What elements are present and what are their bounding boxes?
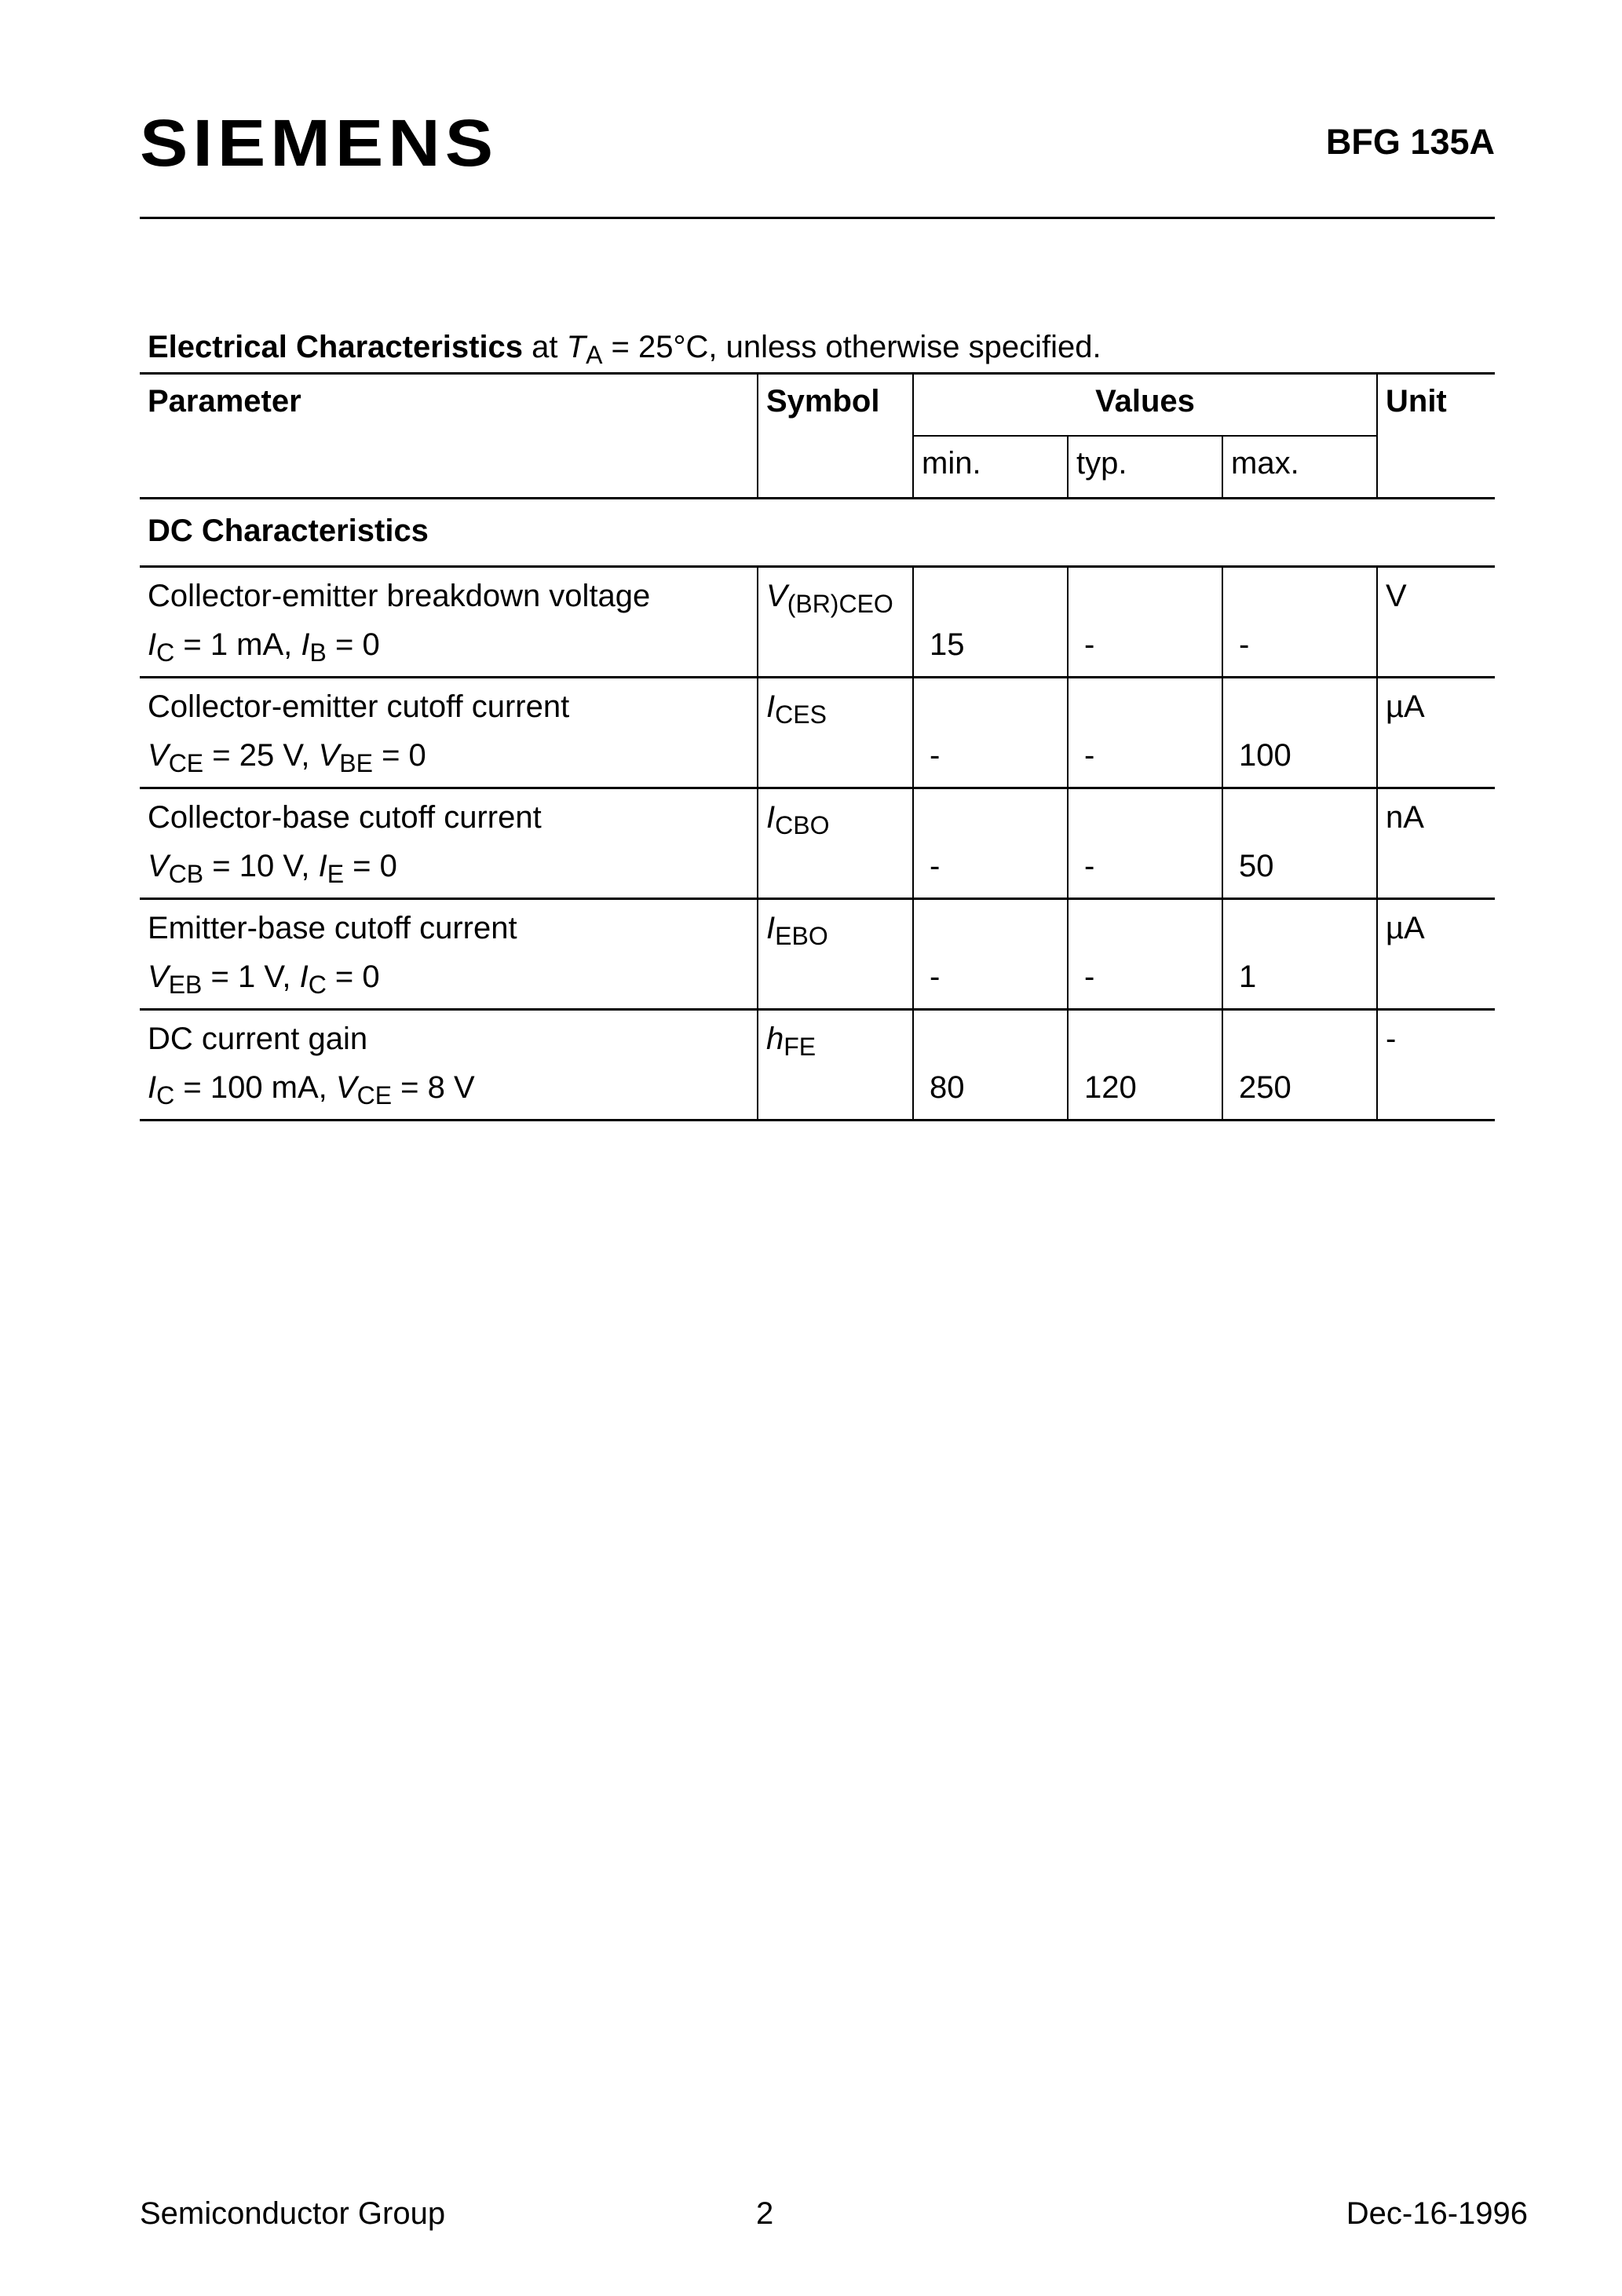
unit: µA	[1377, 899, 1495, 957]
symbol-subscript: (BR)CEO	[787, 590, 893, 618]
condition2-var: I	[299, 960, 309, 994]
value-min: -	[913, 846, 1068, 899]
subheader-blank-unit	[1377, 436, 1495, 499]
symbol	[758, 1010, 913, 1068]
symbol	[758, 678, 913, 736]
condition2-sub: CE	[356, 1081, 393, 1110]
unit: nA	[1377, 788, 1495, 846]
symbol-blank	[758, 846, 913, 899]
typ-blank	[1068, 788, 1222, 846]
unit-blank	[1377, 624, 1495, 678]
condition2-sub: C	[308, 971, 327, 999]
value-max: -	[1222, 624, 1377, 678]
condition1-var: I	[148, 627, 157, 662]
section-row	[140, 499, 1495, 567]
table-row	[140, 678, 1495, 736]
table-row-conditions	[140, 1067, 1495, 1121]
table-row	[140, 567, 1495, 625]
symbol-main: I	[766, 800, 776, 835]
symbol-subscript: CBO	[775, 811, 830, 839]
min-blank	[913, 1010, 1068, 1068]
condition1-sub: CB	[168, 860, 204, 888]
value-typ: 120	[1068, 1067, 1222, 1121]
parameter-name: Collector-emitter breakdown voltage	[148, 579, 651, 613]
symbol	[758, 567, 913, 625]
condition2-value: = 0	[326, 627, 380, 662]
symbol-main: I	[766, 689, 776, 724]
subheader-blank-param	[140, 436, 758, 499]
table-caption	[148, 328, 1101, 369]
siemens-logo: SIEMENS	[140, 106, 499, 181]
footer-page-number: 2	[756, 2196, 774, 2231]
value-max: 1	[1222, 956, 1377, 1010]
condition2-value: = 0	[372, 738, 426, 773]
condition2-var: I	[301, 627, 310, 662]
max-blank	[1222, 899, 1377, 957]
parameter-name: Collector-base cutoff current	[148, 800, 542, 835]
table-row	[140, 899, 1495, 957]
value-max: 250	[1222, 1067, 1377, 1121]
condition2-var: I	[318, 849, 327, 883]
caption-temp-sub: A	[586, 341, 603, 369]
table-row-conditions	[140, 956, 1495, 1010]
test-condition	[140, 735, 758, 788]
condition2-sub: E	[327, 860, 345, 888]
condition1-sub: C	[156, 638, 175, 667]
unit-blank	[1377, 956, 1495, 1010]
footer-date: Dec-16-1996	[1346, 2196, 1528, 2231]
parameter-name: DC current gain	[148, 1022, 368, 1056]
condition1-sub: EB	[168, 971, 203, 999]
condition2-sub: BE	[339, 749, 373, 777]
table-subheader-row	[140, 436, 1495, 499]
test-condition	[140, 1067, 758, 1121]
value-max: 100	[1222, 735, 1377, 788]
symbol-blank	[758, 956, 913, 1010]
header-unit: Unit	[1377, 374, 1495, 437]
part-number: BFG 135A	[1325, 122, 1495, 162]
header-parameter: Parameter	[140, 374, 758, 437]
condition2-value: = 0	[326, 960, 380, 994]
condition2-value: = 0	[344, 849, 397, 883]
header-max: max.	[1222, 436, 1377, 499]
condition1-var: I	[148, 1070, 157, 1105]
condition1-value: = 100 mA,	[174, 1070, 336, 1105]
unit-blank	[1377, 1067, 1495, 1121]
unit: -	[1377, 1010, 1495, 1068]
typ-blank	[1068, 899, 1222, 957]
condition1-value: = 1 mA,	[174, 627, 301, 662]
value-max: 50	[1222, 846, 1377, 899]
parameter-name: Emitter-base cutoff current	[148, 911, 517, 945]
unit: µA	[1377, 678, 1495, 736]
table-row-conditions	[140, 846, 1495, 899]
typ-blank	[1068, 567, 1222, 625]
condition2-var: V	[318, 738, 340, 773]
table-row-conditions	[140, 624, 1495, 678]
header-typ: typ.	[1068, 436, 1222, 499]
symbol-main: h	[766, 1022, 784, 1056]
min-blank	[913, 678, 1068, 736]
table-row	[140, 788, 1495, 846]
condition2-value: = 8 V	[392, 1070, 475, 1105]
subheader-blank-symbol	[758, 436, 913, 499]
symbol-subscript: FE	[784, 1033, 816, 1061]
unit-blank	[1377, 735, 1495, 788]
caption-title: Electrical Characteristics	[148, 330, 524, 364]
value-min: 80	[913, 1067, 1068, 1121]
test-condition	[140, 846, 758, 899]
caption-temp-var: T	[566, 330, 586, 364]
min-blank	[913, 788, 1068, 846]
min-blank	[913, 567, 1068, 625]
unit-blank	[1377, 846, 1495, 899]
value-typ: -	[1068, 624, 1222, 678]
typ-blank	[1068, 1010, 1222, 1068]
test-condition	[140, 956, 758, 1010]
table-row	[140, 1010, 1495, 1068]
max-blank	[1222, 1010, 1377, 1068]
value-typ: -	[1068, 846, 1222, 899]
symbol-subscript: CES	[775, 700, 827, 729]
condition1-sub: C	[156, 1081, 175, 1110]
table-row-conditions	[140, 735, 1495, 788]
value-min: -	[913, 956, 1068, 1010]
header-min: min.	[913, 436, 1068, 499]
symbol-subscript: EBO	[775, 922, 828, 950]
symbol-blank	[758, 1067, 913, 1121]
test-condition	[140, 624, 758, 678]
symbol-blank	[758, 735, 913, 788]
condition1-value: = 1 V,	[202, 960, 300, 994]
symbol	[758, 788, 913, 846]
value-min: -	[913, 735, 1068, 788]
parameter-name: Collector-emitter cutoff current	[148, 689, 570, 724]
caption-condition: = 25°C, unless otherwise specified.	[602, 330, 1101, 364]
header-values: Values	[913, 374, 1377, 437]
condition1-var: V	[148, 849, 169, 883]
max-blank	[1222, 567, 1377, 625]
condition2-var: V	[335, 1070, 357, 1105]
condition1-value: = 10 V,	[203, 849, 319, 883]
max-blank	[1222, 678, 1377, 736]
condition1-var: V	[148, 738, 169, 773]
min-blank	[913, 899, 1068, 957]
value-min: 15	[913, 624, 1068, 678]
header-divider	[140, 217, 1495, 219]
symbol	[758, 899, 913, 957]
max-blank	[1222, 788, 1377, 846]
symbol-main: V	[766, 579, 787, 613]
caption-at: at	[523, 330, 567, 364]
symbol-main: I	[766, 911, 776, 945]
footer-company: Semiconductor Group	[140, 2196, 446, 2231]
table-header-row	[140, 374, 1495, 437]
condition1-var: V	[148, 960, 169, 994]
condition2-sub: B	[309, 638, 327, 667]
electrical-characteristics-table	[140, 372, 1495, 1121]
typ-blank	[1068, 678, 1222, 736]
section-title: DC Characteristics	[140, 499, 1495, 567]
header-symbol: Symbol	[758, 374, 913, 437]
condition1-sub: CE	[168, 749, 204, 777]
value-typ: -	[1068, 735, 1222, 788]
value-typ: -	[1068, 956, 1222, 1010]
unit: V	[1377, 567, 1495, 625]
symbol-blank	[758, 624, 913, 678]
condition1-value: = 25 V,	[203, 738, 319, 773]
